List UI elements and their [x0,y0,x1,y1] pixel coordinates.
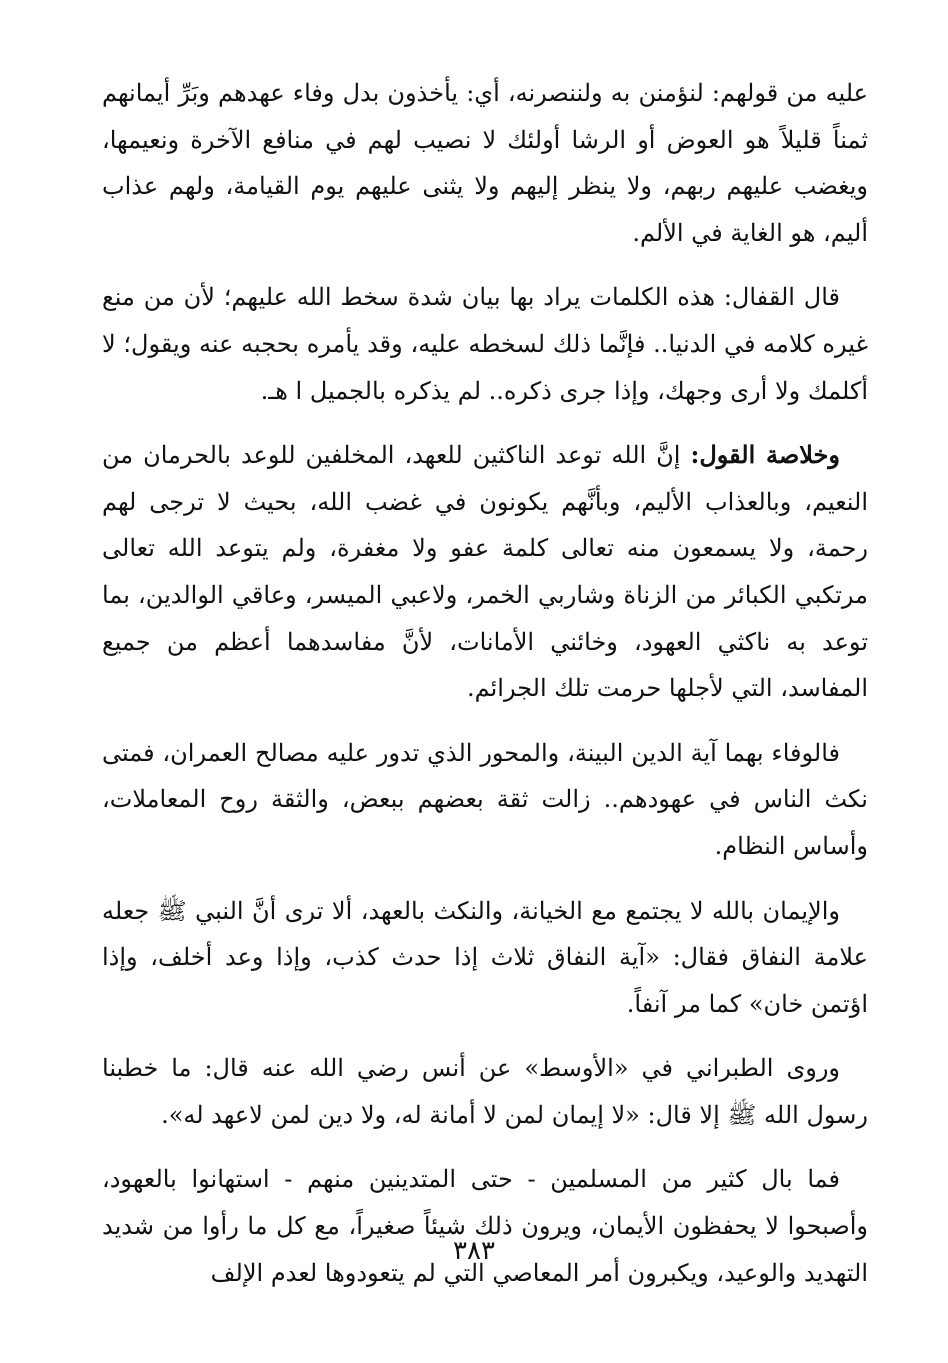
paragraph-6-text: وروى الطبراني في «الأوسط» عن أنس رضي الله عنه قال: ما خطبنا رسول الله ﷺ إلا قال: «لا إيمان لمن لا أمانة له، ولا دين لمن لاعهد له». [102,1054,868,1129]
paragraph-2 [102,274,868,414]
paragraph-1-text: عليه من قولهم: لنؤمنن به ولننصرنه، أي: يأخذون بدل وفاء عهدهم وبَرِّ أيمانهم ثمناً قليلاً هو العوض أو الرشا أولئك لا نصيب لهم في منافع الآخرة ونعيمها، ويغضب عليهم ربهم، ولا ينظر إليهم ولا يثنى عليهم يوم القيامة، ولهم عذاب أليم، هو الغاية في الألم. [102,79,869,247]
paragraph-7 [102,1156,868,1296]
paragraph-4 [102,730,868,870]
paragraph-3-lead: وخلاصة القول: [690,440,840,470]
paragraph-4-text: فالوفاء بهما آية الدين البينة، والمحور الذي تدور عليه مصالح العمران، فمتى نكث الناس في عهودهم.. زالت ثقة بعضهم ببعض، والثقة روح المعاملات، وأساس النظام. [102,738,868,860]
paragraph-5-text: والإيمان بالله لا يجتمع مع الخيانة، والنكث بالعهد، ألا ترى أنَّ النبي ﷺ جعله علامة النفاق فقال: «آية النفاق ثلاث إذا حدث كذب، وإذا وعد أخلف، وإذا اؤتمن خان» كما مر آنفاً. [102,896,868,1018]
paragraph-7-text: فما بال كثير من المسلمين - حتى المتدينين منهم - استهانوا بالعهود، وأصبحوا لا يحفظون الأيمان، ويرون ذلك شيئاً صغيراً، مع كل ما رأوا من شديد التهديد والوعيد، ويكبرون أمر المعاصي التي لم يتعودوها لعدم الإلف [102,1165,869,1287]
body-text [102,70,868,1296]
paragraph-3-text: إنَّ الله توعد الناكثين للعهد، المخلفين للوعد بالحرمان من النعيم، وبالعذاب الأليم، وبأنَّهم يكونون في غضب الله، بحيث لا ترجى لهم رحمة، ولا يسمعون منه تعالى كلمة عفو ولا مغفرة، ولم يتوعد الله تعالى مرتكبي الكبائر من الزناة وشاربي الخمر، ولاعبي الميسر، وعاقي الوالدين، بما توعد به ناكثي العهود، وخائني الأمانات، لأنَّ مفاسدهما أعظم من جميع المفاسد، التي لأجلها حرمت تلك الجرائم. [102,441,868,703]
paragraph-3 [102,432,868,712]
paragraph-5 [102,888,868,1028]
paragraph-2-text: قال القفال: هذه الكلمات يراد بها بيان شدة سخط الله عليهم؛ لأن من منع غيره كلامه في الدنيا.. فإنَّما ذلك لسخطه عليه، وقد يأمره بحجبه عنه ويقول؛ لا أكلمك ولا أرى وجهك، وإذا جرى ذكره.. لم يذكره بالجميل ا هـ. [102,283,868,405]
page-number: ٣٨٣ [453,1236,495,1266]
paragraph-6 [102,1045,868,1138]
paragraph-1 [102,70,868,256]
